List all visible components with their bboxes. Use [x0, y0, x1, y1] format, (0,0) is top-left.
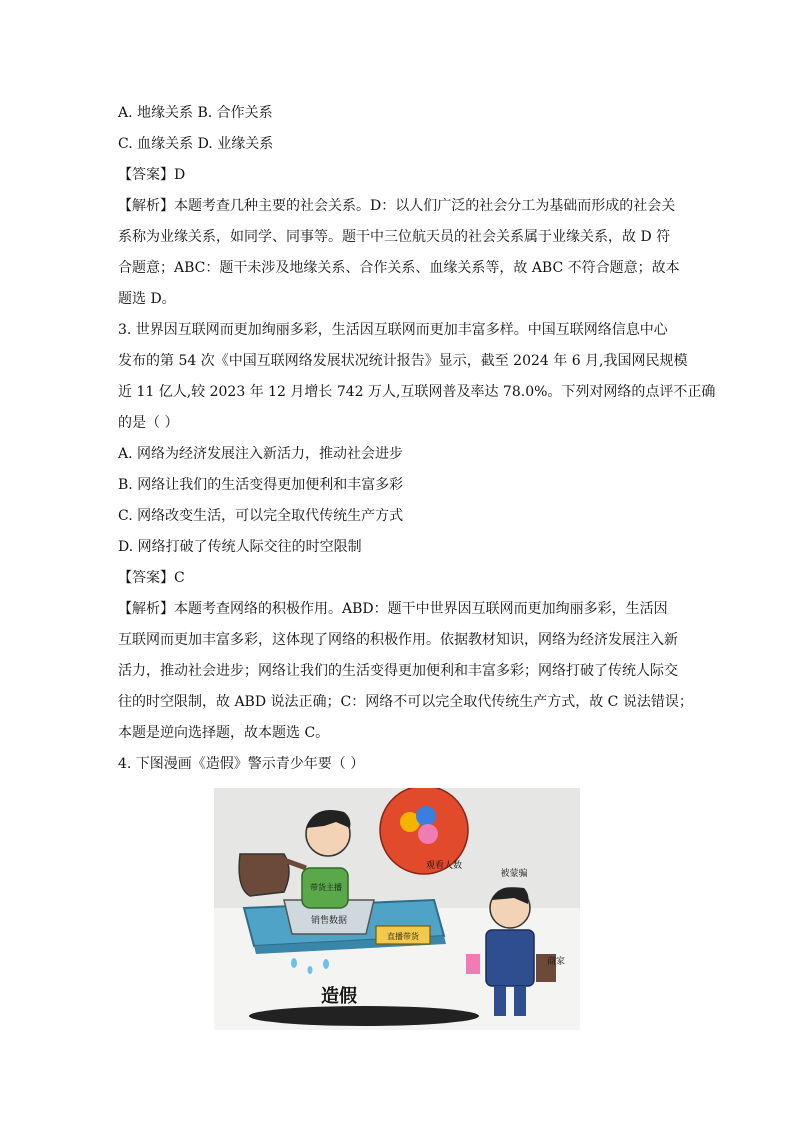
ground-shadow — [249, 1006, 479, 1026]
q3-stem-line-1: 3. 世界因互联网而更加绚丽多彩，生活因互联网而更加丰富多样。中国互联网络信息中心 — [118, 322, 668, 338]
q2-analysis-line-4: 题选 D。 — [118, 291, 176, 307]
q2-option-line-1: A. 地缘关系 B. 合作关系 — [118, 105, 273, 121]
balloon-icon-b — [416, 806, 436, 826]
q3-analysis-line-1: 【解析】本题考查网络的积极作用。ABD：题干中世界因互联网而更加绚丽多彩，生活因 — [118, 601, 668, 617]
merchant-leg-left — [494, 986, 506, 1016]
q3-stem-line-2: 发布的第 54 次《中国互联网络发展状况统计报告》显示，截至 2024 年 6 月,我国网民规模 — [118, 353, 688, 369]
q3-answer: 【答案】C — [118, 570, 185, 586]
kettle — [239, 854, 289, 896]
q2-analysis-line-1: 【解析】本题考查几种主要的社会关系。D：以人们广泛的社会分工为基础而形成的社会关 — [118, 198, 676, 214]
q3-option-c: C. 网络改变生活，可以完全取代传统生产方式 — [118, 508, 404, 524]
q2-analysis-line-2: 系称为业缘关系，如同学、同事等。题干中三位航天员的社会关系属于业缘关系，故 D 符 — [118, 229, 671, 245]
q3-analysis-line-5: 本题是逆向选择题，故本题选 C。 — [118, 725, 330, 741]
merchant-leg-right — [514, 986, 526, 1016]
fooled-label: 被蒙骗 — [500, 869, 528, 879]
merchant-label: 商家 — [546, 957, 566, 967]
q3-analysis-line-2: 互联网而更加丰富多彩，这体现了网络的积极作用。依据教材知识，网络为经济发展注入新 — [118, 632, 678, 648]
q2-option-line-2: C. 血缘关系 D. 业缘关系 — [118, 136, 274, 152]
comic-illustration — [214, 788, 580, 1030]
q3-stem-line-4: 的是（ ） — [118, 415, 179, 431]
q3-option-b: B. 网络让我们的生活变得更加便利和丰富多彩 — [118, 477, 404, 493]
balloon-icon-c — [418, 824, 438, 844]
q3-analysis-line-4: 往的时空限制，故 ABD 说法正确；C：网络不可以完全取代传统生产方式，故 C 说法错误； — [118, 694, 693, 710]
comic-title: 造假 — [321, 986, 357, 1007]
balloon-label: 观看人数 — [425, 861, 463, 871]
q4-stem: 4. 下图漫画《造假》警示青少年要（ ） — [118, 756, 365, 772]
sleeve-label: 带货主播 — [310, 883, 342, 892]
q2-analysis-line-3: 合题意；ABC：题干未涉及地缘关系、合作关系、血缘关系等，故 ABC 不符合题意；故本 — [118, 260, 680, 276]
merchant-money — [466, 954, 480, 974]
q3-option-a: A. 网络为经济发展注入新活力，推动社会进步 — [118, 446, 404, 462]
basin-label: 销售数据 — [310, 916, 348, 926]
merchant-body — [486, 930, 534, 986]
q3-analysis-line-3: 活力，推动社会进步；网络让我们的生活变得更加便利和丰富多彩；网络打破了传统人际交 — [118, 663, 678, 679]
sign-label: 直播带货 — [387, 932, 419, 941]
q3-stem-line-3: 近 11 亿人,较 2023 年 12 月增长 742 万人,互联网普及率达 78.0%。下列对网络的点评不正确 — [118, 384, 716, 400]
q2-answer: 【答案】D — [118, 167, 186, 183]
q3-option-d: D. 网络打破了传统人际交往的时空限制 — [118, 539, 362, 555]
